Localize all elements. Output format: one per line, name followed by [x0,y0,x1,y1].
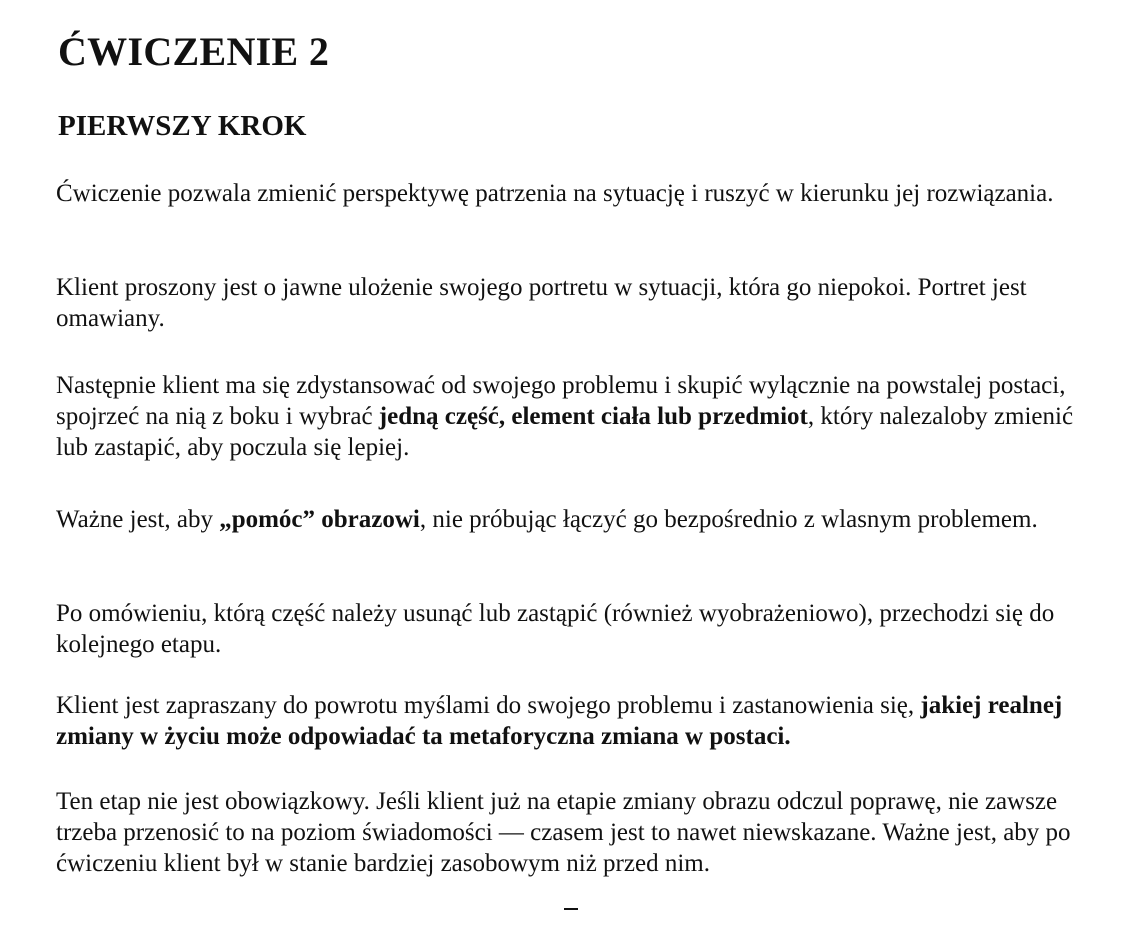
paragraph-help-image [56,504,1096,535]
paragraph-text: Ważne jest, aby [56,506,220,533]
paragraph-text: Ćwiczenie pozwala zmienić perspektywę patrzenia na sytuację i ruszyć w kierunku jej rozwiązania. [56,180,1054,207]
paragraph-distance [56,370,1096,463]
page-footer-mark [564,908,578,910]
section-subtitle: PIERWSZY KROK [58,110,307,142]
paragraph-text: Po omówieniu, którą część należy usunąć lub zastąpić (również wyobrażeniowo), przechodzi się do kolejnego etapu. [56,600,1055,658]
paragraph-optional-stage [56,786,1096,879]
paragraph-text: , nie próbując łączyć go bezpośrednio z wlasnym problemem. [419,506,1038,533]
paragraph-emphasis: jakiej realnej zmiany w życiu może odpowiadać ta metaforyczna zmiana w postaci. [56,692,1063,750]
paragraph-text: , który nalezaloby zmienić lub zastapić, aby poczula się lepiej. [56,403,1074,461]
page-title: ĆWICZENIE 2 [58,29,330,74]
paragraph-text: Klient jest zapraszany do powrotu myślami do swojego problemu i zastanowienia się, [56,692,921,719]
paragraph-emphasis: „pomóc” obrazowi [219,506,420,533]
paragraph-text: Klient proszony jest o jawne ulożenie swojego portretu w sytuacji, która go niepokoi. Portret jest omawiany. [56,274,1027,332]
paragraph-emphasis: jedną część, element ciała lub przedmiot [378,403,808,430]
paragraph-text: Ten etap nie jest obowiązkowy. Jeśli klient już na etapie zmiany obrazu odczul poprawę, nie zawsze trzeba przenosić to na poziom świadomości — czasem jest to nawet niewskazane. Ważne jest, aby po ćwiczeniu klient był w stanie bardziej zasobowym niż przed nim. [56,788,1071,877]
paragraph-portrait [56,272,1096,334]
paragraph-text: Następnie klient ma się zdystansować od swojego problemu i skupić wylącznie na powstalej postaci, spojrzeć na nią z boku i wybrać [56,372,1066,430]
paragraph-next-stage [56,598,1096,660]
paragraph-real-change [56,690,1096,752]
paragraph-intro [56,178,1096,209]
